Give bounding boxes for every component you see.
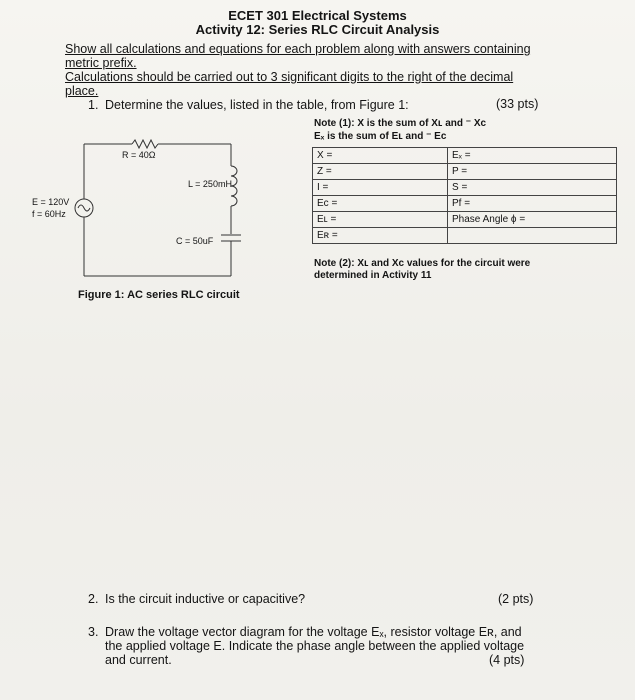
instruction-precision: Calculations should be carried out to 3 significant digits to the right of the decimal place. [65,70,514,98]
table-cell: S = [448,180,617,196]
table-cell: P = [448,164,617,180]
values-table [312,147,617,244]
table-row [313,180,617,196]
q1-number: 1. [88,98,99,112]
resistor-symbol [132,140,158,148]
source-frequency-label: f = 60Hz [32,209,66,219]
note1-line2: Eₓ is the sum of Eʟ and ⁻ Eᴄ [314,131,447,142]
table-cell: Pf = [448,196,617,212]
course-title: ECET 301 Electrical Systems [228,8,407,23]
source-voltage-label: E = 120V [32,197,70,207]
q1-text: Determine the values, listed in the table, from Figure 1: [105,98,409,112]
q3-points: (4 pts) [489,653,525,667]
figure-caption: Figure 1: AC series RLC circuit [78,289,240,301]
table-cell: Phase Angle ϕ = [448,212,617,228]
table-cell: Eʟ = [313,212,448,228]
inductor-label: L = 250mH [188,179,232,189]
table-row [313,212,617,228]
q2-text: Is the circuit inductive or capacitive? [105,592,306,606]
table-cell: Eᴄ = [313,196,448,212]
table-row [313,196,617,212]
q2-number: 2. [88,592,99,606]
resistor-label: R = 40Ω [122,150,156,160]
note2-line2: determined in Activity 11 [314,270,432,281]
q2-points: (2 pts) [498,592,534,606]
table-row [313,148,617,164]
table-cell [448,228,617,244]
table-cell: Eₓ = [448,148,617,164]
note1-line1: Note (1): X is the sum of Xʟ and ⁻ Xᴄ [314,118,487,129]
table-cell: Z = [313,164,448,180]
activity-title: Activity 12: Series RLC Circuit Analysis [195,22,440,37]
q3-text: Draw the voltage vector diagram for the voltage Eₓ, resistor voltage Eʀ, and the applied voltage E. Indicate the phase angle between the applied voltage and current. [105,625,525,667]
ac-wave-icon [78,205,90,211]
q3-number: 3. [88,625,99,639]
table-cell: X = [313,148,448,164]
table-row [313,164,617,180]
instruction-calculations: Show all calculations and equations for each problem along with answers containing metric prefix. [65,42,531,70]
capacitor-label: C = 50uF [176,236,214,246]
q1-points: (33 pts) [496,97,539,111]
table-row [313,228,617,244]
table-cell: Eʀ = [313,228,448,244]
table-cell: I = [313,180,448,196]
note2-line1: Note (2): Xʟ and Xᴄ values for the circuit were [314,258,531,269]
